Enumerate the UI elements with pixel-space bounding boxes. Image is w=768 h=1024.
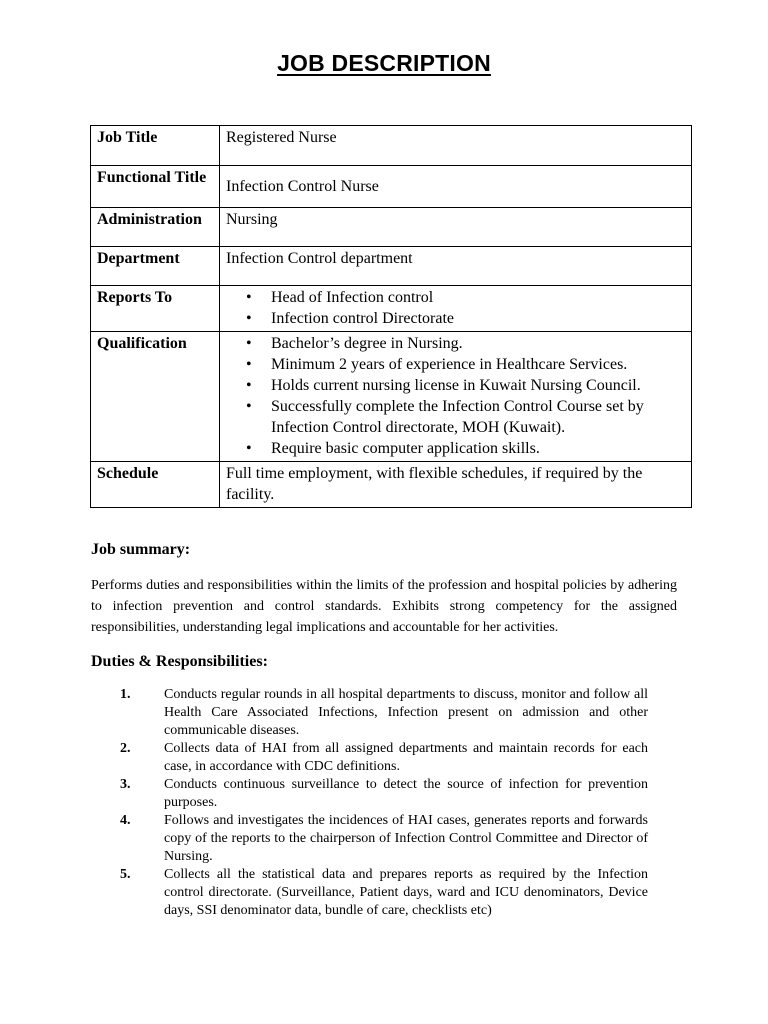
functional-title-value: Infection Control Nurse <box>220 166 692 208</box>
list-item <box>120 812 648 866</box>
duty-number: 2. <box>120 741 131 756</box>
qualification-label: Qualification <box>91 332 220 462</box>
reports-to-list <box>226 287 685 329</box>
reports-to-value <box>220 286 692 332</box>
list-item: • Successfully complete the Infection Control Course set by Infection Control directorate, MOH (Kuwait). <box>271 396 685 438</box>
table-row <box>91 286 692 332</box>
duty-number: 1. <box>120 687 131 702</box>
duty-number: 3. <box>120 777 131 792</box>
duties-heading: Duties & Responsibilities: <box>91 653 268 670</box>
duty-text: Collects all the statistical data and prepares reports as required by the Infection control directorate. (Surveillance, Patient days, ward and ICU denominators, Device days, SSI denominator data, bundle of care, checklists etc) <box>164 867 648 918</box>
table-row <box>91 247 692 286</box>
table-row <box>91 166 692 208</box>
table-row <box>91 462 692 508</box>
job-summary-heading: Job summary: <box>91 541 191 558</box>
list-item: • Minimum 2 years of experience in Healthcare Services. <box>271 354 685 375</box>
duty-number: 4. <box>120 813 131 828</box>
duty-text: Follows and investigates the incidences of HAI cases, generates reports and forwards copy of the reports to the chairperson of Infection Control Committee and Director of Nursing. <box>164 813 648 864</box>
table-row <box>91 126 692 166</box>
schedule-label: Schedule <box>91 462 220 508</box>
list-item <box>120 686 648 740</box>
job-title-label: Job Title <box>91 126 220 166</box>
duty-text: Conducts continuous surveillance to detect the source of infection for prevention purposes. <box>164 777 648 810</box>
qualification-list <box>226 333 685 459</box>
page-title <box>0 50 768 77</box>
job-title-value: Registered Nurse <box>220 126 692 166</box>
list-item: • Head of Infection control <box>271 287 685 308</box>
administration-value: Nursing <box>220 208 692 247</box>
list-item: • Holds current nursing license in Kuwait Nursing Council. <box>271 375 685 396</box>
duty-number: 5. <box>120 867 131 882</box>
job-summary-text: Performs duties and responsibilities within the limits of the profession and hospital policies by adhering to infection prevention and control standards. Exhibits strong competency for the assigned responsibilities, understanding legal implications and accountable for her activities. <box>91 578 677 635</box>
department-value: Infection Control department <box>220 247 692 286</box>
duty-text: Conducts regular rounds in all hospital departments to discuss, monitor and follow all Health Care Associated Infections, Infection present on admission and other communicable diseases. <box>164 687 648 738</box>
job-details-table <box>90 125 692 508</box>
duties-list <box>120 686 648 920</box>
list-item: • Require basic computer application skills. <box>271 438 685 459</box>
department-label: Department <box>91 247 220 286</box>
duty-text: Collects data of HAI from all assigned departments and maintain records for each case, in accordance with CDC definitions. <box>164 741 648 774</box>
table-row <box>91 208 692 247</box>
list-item <box>120 740 648 776</box>
administration-label: Administration <box>91 208 220 247</box>
list-item <box>120 866 648 920</box>
list-item <box>120 776 648 812</box>
functional-title-label: Functional Title <box>91 166 220 208</box>
schedule-value: Full time employment, with flexible schedules, if required by the facility. <box>220 462 692 508</box>
qualification-value <box>220 332 692 462</box>
list-item: • Bachelor’s degree in Nursing. <box>271 333 685 354</box>
page-title-text: JOB DESCRIPTION <box>277 50 491 76</box>
reports-to-label: Reports To <box>91 286 220 332</box>
table-row <box>91 332 692 462</box>
list-item: • Infection control Directorate <box>271 308 685 329</box>
